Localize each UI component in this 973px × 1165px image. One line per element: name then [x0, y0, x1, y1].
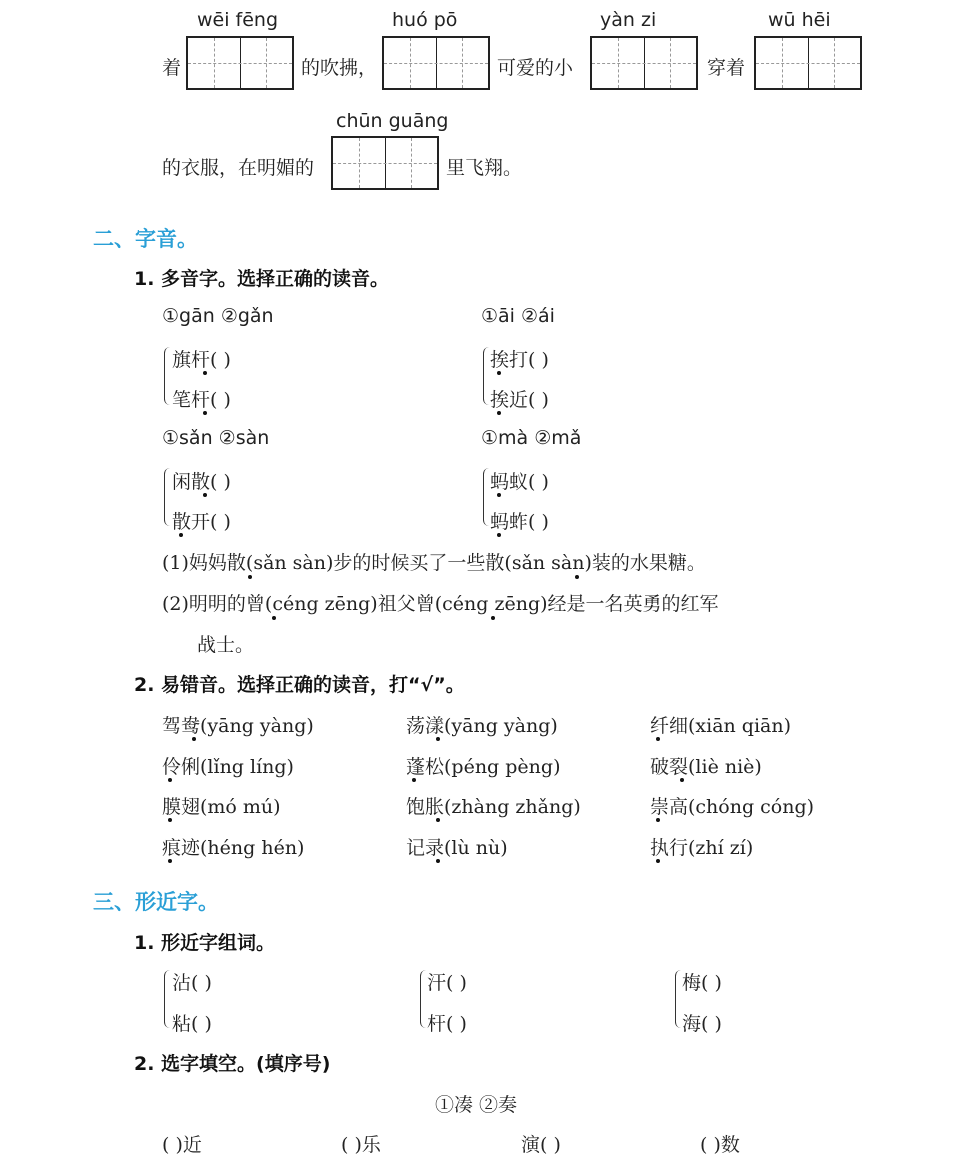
- options-ai: ①āi ②ái: [481, 305, 555, 327]
- brace: [483, 347, 490, 405]
- tianzige-box-5[interactable]: [331, 136, 439, 190]
- emphasis-dot: [203, 493, 207, 497]
- emphasis-dot: [491, 616, 495, 620]
- blank-jin[interactable]: ( )近: [162, 1134, 202, 1156]
- sentence-1[interactable]: (1)妈妈散(sǎn sàn)步的时候买了一些散(sǎn sàn)装的水果糖。: [162, 552, 706, 574]
- emphasis-dot: [272, 616, 276, 620]
- emphasis-dot: [203, 411, 207, 415]
- emphasis-dot: [656, 737, 660, 741]
- emphasis-dot: [575, 575, 579, 579]
- item-henji[interactable]: 痕迹(héng hén): [162, 837, 305, 859]
- word-sankai[interactable]: 散开( ): [172, 511, 231, 533]
- emphasis-dot: [203, 371, 207, 375]
- item-jilu[interactable]: 记录(lù nù): [406, 837, 508, 859]
- word-qigan[interactable]: 旗杆( ): [172, 349, 231, 371]
- tianzige-box-4[interactable]: [754, 36, 862, 90]
- text-chuanzhe: 穿着: [707, 57, 746, 79]
- item-yuanyang[interactable]: 驾鸯(yāng yàng): [162, 715, 314, 737]
- item-pengsong[interactable]: 蓬松(péng pèng): [406, 756, 561, 778]
- blank-shu[interactable]: ( )数: [700, 1134, 740, 1156]
- word-bigan[interactable]: 笔杆( ): [172, 389, 231, 411]
- pinyin-label-4: wū hēi: [768, 9, 831, 31]
- item-dangyang[interactable]: 荡漾(yāng yàng): [406, 715, 558, 737]
- tianzige-box-1[interactable]: [186, 36, 294, 90]
- options-gan: ①gān ②gǎn: [162, 305, 274, 327]
- brace: [164, 970, 171, 1028]
- brace: [483, 468, 490, 526]
- word-han[interactable]: 汗( ): [427, 972, 467, 994]
- item-zhixing[interactable]: 执行(zhí zí): [650, 837, 754, 859]
- item-polie[interactable]: 破裂(liè niè): [650, 756, 762, 778]
- section-3-title: 三、形近字。: [93, 890, 219, 914]
- brace: [675, 970, 682, 1028]
- item-baozhang[interactable]: 饱胀(zhàng zhǎng): [406, 796, 581, 818]
- word-xiansan[interactable]: 闲散( ): [172, 471, 231, 493]
- text-yifu: 的衣服，在明媚的: [162, 157, 315, 179]
- text-keaidexiao: 可爱的小: [497, 57, 574, 79]
- emphasis-dot: [436, 737, 440, 741]
- text-feixiang: 里飞翔。: [446, 157, 523, 179]
- brace: [164, 468, 171, 526]
- brace: [420, 970, 427, 1028]
- section-3-q2-title: 2. 选字填空。(填序号): [134, 1053, 331, 1075]
- pinyin-label-1: wēi fēng: [197, 9, 279, 31]
- emphasis-dot: [497, 533, 501, 537]
- emphasis-dot: [168, 818, 172, 822]
- blank-yan[interactable]: 演( ): [521, 1134, 561, 1156]
- section-2-q1-title: 1. 多音字。选择正确的读音。: [134, 268, 390, 290]
- pinyin-label-5: chūn guāng: [336, 110, 449, 132]
- emphasis-dot: [168, 778, 172, 782]
- tianzige-box-3[interactable]: [590, 36, 698, 90]
- options-san: ①sǎn ②sàn: [162, 427, 270, 449]
- word-aijin[interactable]: 挨近( ): [490, 389, 549, 411]
- emphasis-dot: [497, 371, 501, 375]
- word-mazha[interactable]: 蚂蚱( ): [490, 511, 549, 533]
- pinyin-label-3: yàn zi: [600, 9, 657, 31]
- options-ma: ①mà ②mǎ: [481, 427, 582, 449]
- section-2-q2-title: 2. 易错音。选择正确的读音，打“√”。: [134, 674, 465, 696]
- word-nian[interactable]: 粘( ): [172, 1013, 212, 1035]
- emphasis-dot: [680, 778, 684, 782]
- word-gan[interactable]: 杆( ): [427, 1013, 467, 1035]
- pinyin-label-2: huó pō: [392, 9, 458, 31]
- emphasis-dot: [248, 575, 252, 579]
- section-2-title: 二、字音。: [93, 227, 198, 251]
- word-aida[interactable]: 挨打( ): [490, 349, 549, 371]
- sentence-2[interactable]: (2)明明的曾(céng zēng)祖父曾(céng zēng)经是一名英勇的红军: [162, 593, 719, 615]
- emphasis-dot: [436, 818, 440, 822]
- word-zhan[interactable]: 沾( ): [172, 972, 212, 994]
- emphasis-dot: [179, 533, 183, 537]
- blank-yue[interactable]: ( )乐: [341, 1134, 381, 1156]
- emphasis-dot: [656, 859, 660, 863]
- section-3-q1-title: 1. 形近字组词。: [134, 932, 276, 954]
- emphasis-dot: [168, 859, 172, 863]
- emphasis-dot: [656, 818, 660, 822]
- emphasis-dot: [497, 493, 501, 497]
- item-chonggao[interactable]: 崇高(chóng cóng): [650, 796, 815, 818]
- brace: [164, 347, 171, 405]
- word-hai[interactable]: 海( ): [682, 1013, 722, 1035]
- emphasis-dot: [436, 859, 440, 863]
- text-zhe: 着: [162, 57, 182, 79]
- tianzige-box-2[interactable]: [382, 36, 490, 90]
- sentence-2-cont: 战士。: [197, 634, 255, 656]
- item-lingli[interactable]: 伶俐(lǐng líng): [162, 756, 294, 778]
- emphasis-dot: [412, 778, 416, 782]
- item-xianxi[interactable]: 纤细(xiān qiān): [650, 715, 792, 737]
- emphasis-dot: [192, 737, 196, 741]
- word-mei[interactable]: 梅( ): [682, 972, 722, 994]
- text-chuifu: 的吹拂，: [301, 57, 378, 79]
- choice-options: ①凑 ②奏: [435, 1094, 518, 1116]
- word-mayi[interactable]: 蚂蚁( ): [490, 471, 549, 493]
- emphasis-dot: [497, 411, 501, 415]
- item-mochi[interactable]: 膜翅(mó mú): [162, 796, 281, 818]
